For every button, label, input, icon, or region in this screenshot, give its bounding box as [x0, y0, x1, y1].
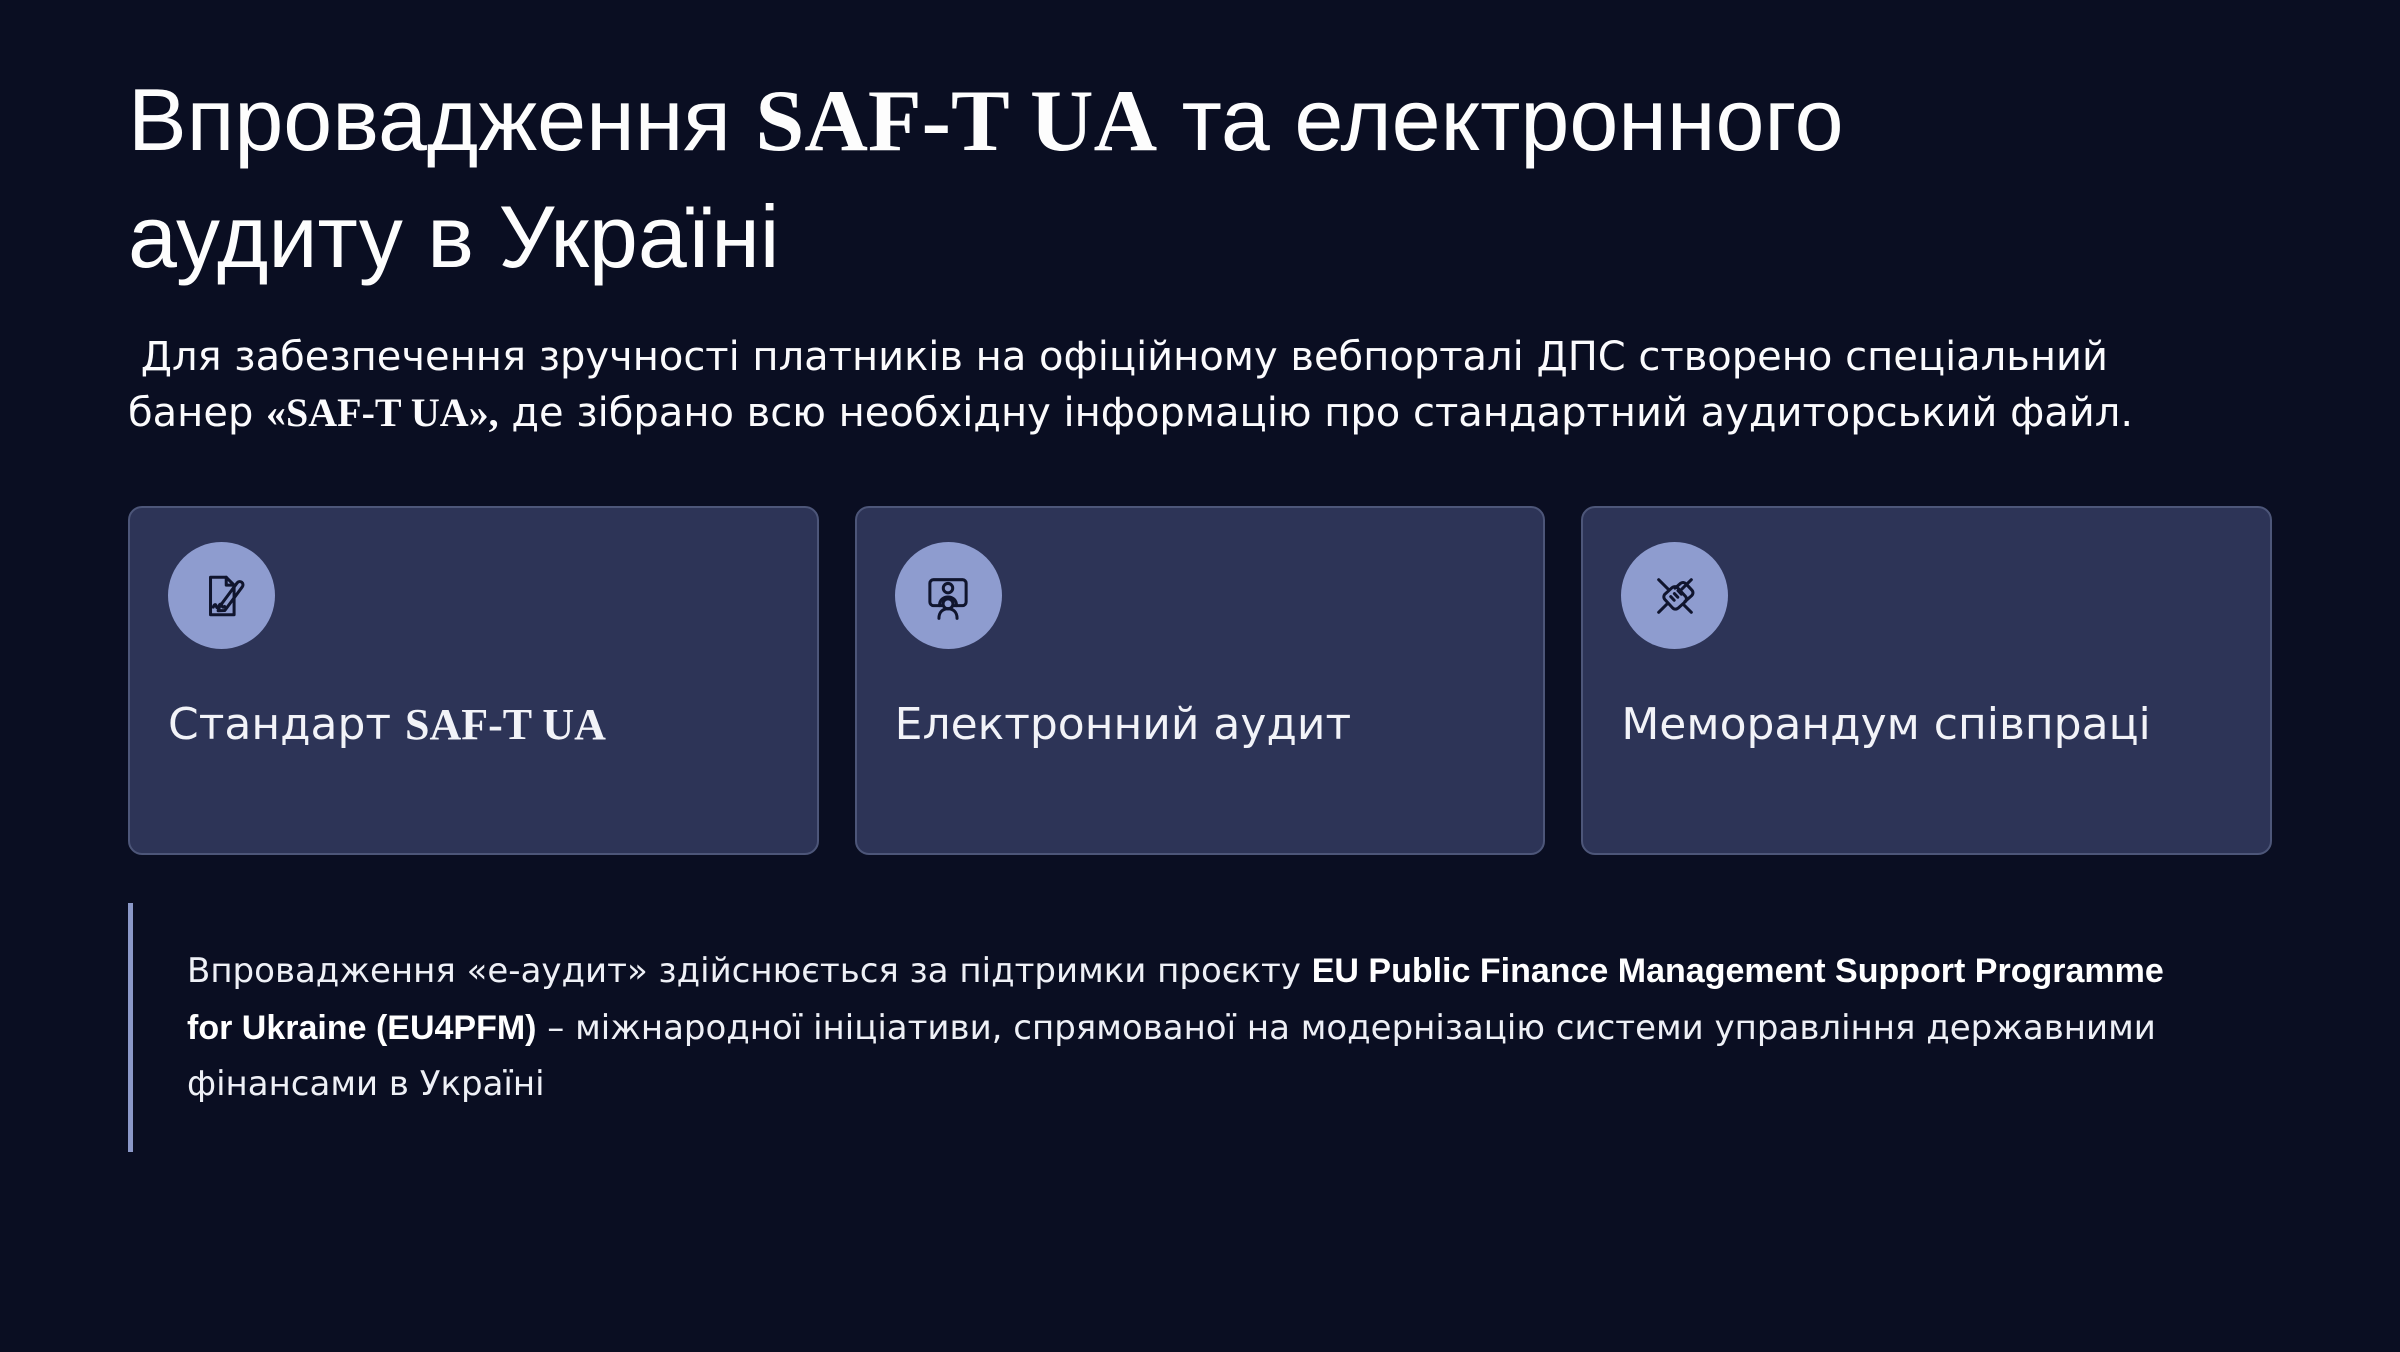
subtitle-line2-post: де зібрано всю необхідну інформацію про стандартний аудиторський файл.: [498, 390, 2134, 437]
icon-circle: [1621, 542, 1728, 649]
handshake-icon: [1646, 567, 1704, 625]
quote-block: [128, 903, 2272, 1152]
card-saft-standard[interactable]: [128, 506, 819, 855]
card-label: Електронний аудит: [894, 699, 1352, 751]
icon-circle: [168, 542, 275, 649]
card-label: [168, 699, 779, 750]
card1-label-saft-ua: SAF-T UA: [405, 700, 606, 750]
video-call-icon: [919, 567, 977, 625]
quote-bold2: for Ukraine (EU4PFM): [187, 1008, 537, 1047]
subtitle-saft-ua: «SAF-T UA»,: [266, 390, 499, 436]
icon-circle: [895, 542, 1002, 649]
title-saft-ua: SAF-T UA: [755, 73, 1158, 170]
quote-part3: фінансами в Україні: [187, 1064, 545, 1104]
quote-bold1: EU Public Finance Management Support Programme: [1311, 952, 2164, 991]
document-signature-icon: [193, 567, 251, 625]
card1-label-pre: Стандарт: [168, 699, 406, 751]
quote-text: [133, 903, 2164, 1152]
subtitle: [128, 329, 2248, 443]
title-part3: аудиту в Україні: [128, 187, 780, 287]
title-part1: Впровадження: [128, 70, 756, 169]
quote-part1: Впровадження «е-аудит» здійснюється за підтримки проєкту: [187, 951, 1312, 992]
card-electronic-audit[interactable]: [855, 506, 1546, 855]
cards-row: [128, 506, 2272, 855]
title-part2: та електронного: [1157, 70, 1844, 169]
quote-part2: – міжнародної ініціативи, спрямованої на модернізацію системи управління державними: [536, 1007, 2156, 1048]
subtitle-line2-pre: банер: [128, 390, 267, 437]
card-memorandum[interactable]: [1581, 506, 2272, 855]
subtitle-line1: Для забезпечення зручності платників на офіційному вебпорталі ДПС створено спеціальний: [128, 333, 2108, 380]
page-title: [128, 62, 2272, 295]
card-label: Меморандум співпраці: [1621, 699, 2151, 751]
